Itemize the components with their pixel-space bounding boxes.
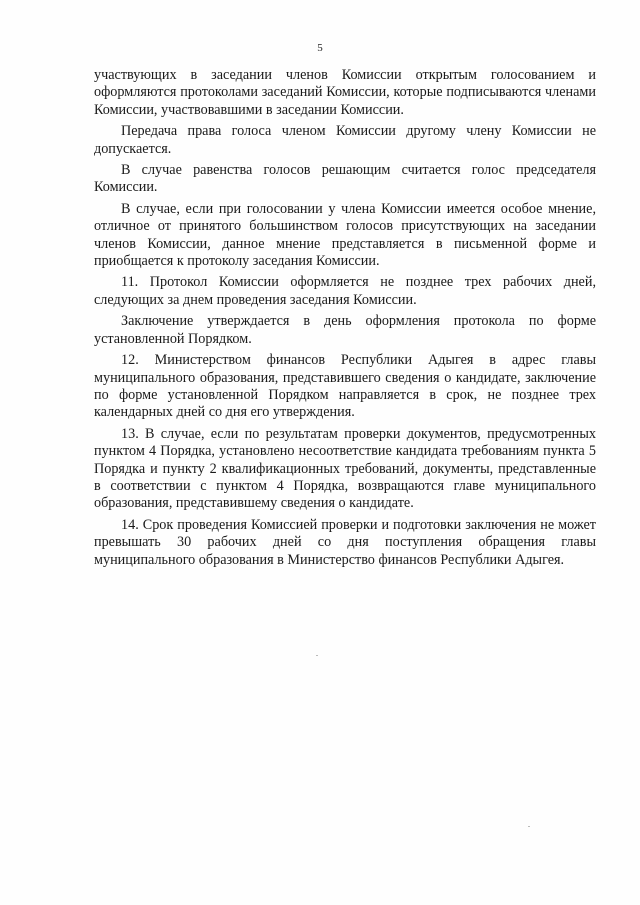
- document-body: [94, 67, 596, 573]
- page-number: 5: [317, 42, 323, 54]
- paragraph-item-12: 12. Министерством финансов Республики Адыгея в адрес главы муниципального образования, представившего сведения о кандидате, заключение по форме установленной Порядком направляется в срок, не позднее трех календарных дней со дня его утверждения.: [94, 352, 596, 421]
- paragraph-voting-protocols: участвующих в заседании членов Комиссии открытым голосованием и оформляются протоколами заседаний Комиссии, которые подписываются членами Комиссии, участвовавшими в заседании Комиссии.: [94, 67, 596, 118]
- paragraph-item-14: 14. Срок проведения Комиссией проверки и подготовки заключения не может превышать 30 рабочих дней со дня поступления обращения главы муниципального образования в Министерство финансов Республики Адыгея.: [94, 516, 596, 568]
- paragraph-item-11: 11. Протокол Комиссии оформляется не позднее трех рабочих дней, следующих за днем проведения заседания Комиссии.: [94, 274, 596, 308]
- scan-speck: [528, 826, 530, 827]
- paragraph-vote-transfer: Передача права голоса членом Комиссии другому члену Комиссии не допускается.: [94, 123, 596, 157]
- paragraph-item-13: 13. В случае, если по результатам проверки документов, предусмотренных пунктом 4 Порядка, установлено несоответствие кандидата требованиям пункта 5 Порядка и пункту 2 квалификационных требований, документы, представленные в соответствии с пунктом 4 Порядка, возвращаются главе муниципального образования, представившему сведения о кандидате.: [94, 425, 596, 512]
- scan-speck: [316, 655, 318, 656]
- paragraph-tie-vote: В случае равенства голосов решающим считается голос председателя Комиссии.: [94, 162, 596, 196]
- paragraph-conclusion-approval: Заключение утверждается в день оформления протокола по форме установленной Порядком.: [94, 313, 596, 347]
- paragraph-dissenting-opinion: В случае, если при голосовании у члена Комиссии имеется особое мнение, отличное от принятого большинством голосов присутствующих на заседании членов Комиссии, данное мнение представляется в письменной форме и приобщается к протоколу заседания Комиссии.: [94, 200, 596, 270]
